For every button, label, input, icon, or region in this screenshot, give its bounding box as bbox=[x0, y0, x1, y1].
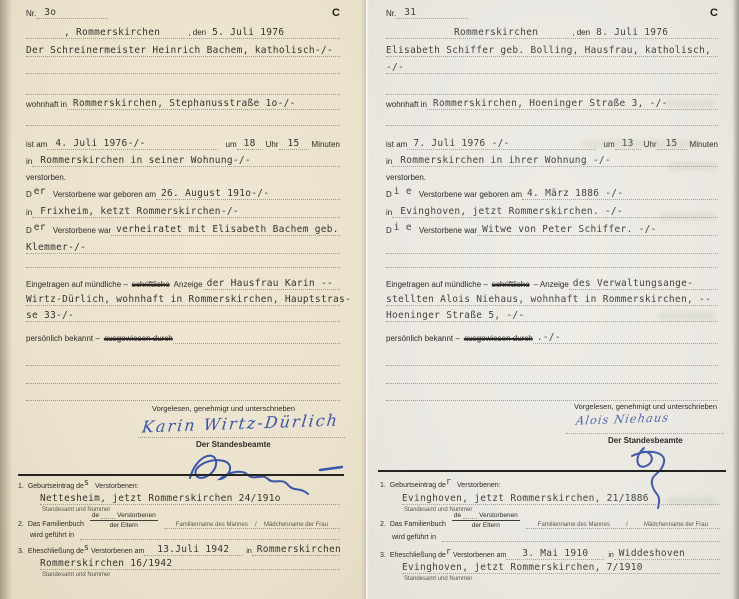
declarant-line-1: Elisabeth Schiffer geb. Bolling, Hausfrau, katholisch, bbox=[386, 45, 712, 56]
familienname-sublabel: Familienname des Mannes bbox=[175, 522, 248, 528]
informant-value-1: der Hausfrau Karin -- bbox=[206, 278, 333, 289]
blank-row bbox=[386, 113, 718, 126]
item-2-number: 2. bbox=[380, 521, 386, 528]
in-label: in bbox=[386, 157, 393, 166]
birth-entry-label-row bbox=[380, 479, 720, 490]
standesbeamte-label: Der Standesbeamte bbox=[608, 436, 683, 445]
residence-value: Rommerskirchen, Stephanusstraße 1o-/- bbox=[72, 98, 296, 109]
informant-row-3 bbox=[26, 309, 340, 322]
geburtseintrag-label: Geburtseintrag de bbox=[389, 482, 446, 489]
geburtseintrag-label: Geburtseintrag de bbox=[27, 483, 84, 490]
marriage-row bbox=[380, 547, 720, 560]
death-place-row bbox=[26, 154, 340, 167]
page-edge-shadow bbox=[732, 0, 739, 599]
death-date-value: 4. Juli 1976-/- bbox=[55, 138, 146, 149]
item-3-number: 3. bbox=[380, 552, 386, 559]
wird-gefuehrt-label: wird geführt in bbox=[392, 534, 436, 541]
signature-line bbox=[566, 421, 724, 434]
death-minute: 15 bbox=[665, 138, 678, 149]
marriage-registry-row bbox=[40, 557, 340, 570]
uhr-label: Uhr bbox=[265, 140, 279, 149]
d-label: D bbox=[26, 226, 32, 235]
date-value: 8. Juli 1976 bbox=[596, 27, 669, 38]
bleed-through-smudge bbox=[658, 213, 716, 221]
blank-row bbox=[26, 82, 340, 95]
item-3-number: 3. bbox=[18, 548, 24, 555]
record-number-row bbox=[386, 6, 718, 19]
death-record-page-left bbox=[0, 0, 366, 599]
verstorbenen-eltern-fraction: de Verstorbenen der Eltern bbox=[453, 512, 518, 529]
den-label: , den bbox=[188, 28, 207, 37]
informant-value-3: Hoeninger Straße 5, -/- bbox=[386, 310, 525, 321]
declarant-row-2 bbox=[26, 61, 340, 74]
eheschliessung-label: Eheschließung de bbox=[389, 552, 446, 559]
informant-row-2 bbox=[26, 293, 352, 306]
informant-value-2: Wirtz-Dürlich, wohnhaft in Rommerskirchen, Hauptstras- bbox=[26, 294, 352, 305]
um-label: um bbox=[603, 140, 615, 149]
d-label: D bbox=[386, 190, 392, 199]
eingetragen-label: Eingetragen auf mündliche – bbox=[26, 280, 128, 289]
marital-status-value-1: Witwe von Peter Schiffer. -/- bbox=[482, 224, 657, 235]
familienbuch-row bbox=[18, 514, 340, 529]
informant-row-2 bbox=[386, 293, 718, 306]
in-label: in bbox=[386, 208, 393, 217]
birth-date-value: 4. März 1886 -/- bbox=[527, 188, 624, 199]
identification-value: .-/- bbox=[536, 332, 561, 343]
bleed-through-smudge bbox=[658, 312, 716, 320]
suffix-typed: r bbox=[445, 477, 452, 487]
verstorbenen-label: Verstorbenen: bbox=[457, 482, 501, 489]
in-label: in bbox=[608, 552, 614, 559]
verstorben-row bbox=[386, 170, 718, 183]
wird-gefuehrt-label: wird geführt in bbox=[30, 532, 74, 539]
geboren-label: Verstorbene war geboren am bbox=[418, 190, 523, 199]
declarant-row-1 bbox=[386, 44, 718, 57]
blank-row bbox=[26, 255, 340, 268]
place-date-row bbox=[386, 26, 718, 39]
death-place-value: Rommerskirchen in ihrer Wohnung -/- bbox=[400, 155, 611, 166]
familienname-sublabel: Familienname des Mannes bbox=[537, 522, 610, 528]
wohnhaft-label: wohnhaft in bbox=[26, 100, 67, 109]
declarant-row-2 bbox=[386, 61, 718, 74]
slash-divider: / bbox=[255, 522, 257, 528]
d-label: D bbox=[386, 226, 392, 235]
gender-suffix: er bbox=[33, 222, 46, 233]
eheschliessung-label: Eheschließung de bbox=[27, 548, 84, 555]
suffix-typed: s bbox=[83, 543, 90, 553]
page-edge-shadow bbox=[0, 0, 12, 599]
gender-suffix: i e bbox=[393, 222, 412, 233]
informant-value-3: se 33-/- bbox=[26, 310, 75, 321]
gender-suffix: i e bbox=[393, 186, 412, 197]
blank-row bbox=[26, 371, 340, 384]
minuten-label: Minuten bbox=[689, 140, 718, 149]
familienbuch-row bbox=[380, 514, 720, 529]
marriage-date-value: 13.Juli 1942 bbox=[157, 544, 230, 555]
verstorben-label: verstorben. bbox=[26, 173, 67, 182]
gender-suffix: er bbox=[33, 186, 46, 197]
declarant-signature: Karin Wirtz-Dürlich bbox=[141, 410, 341, 437]
ist-am-label: ist am bbox=[26, 140, 48, 149]
marital-status-value-1: verheiratet mit Elisabeth Bachem geb. bbox=[116, 224, 339, 235]
birth-entry-value-row bbox=[40, 492, 340, 505]
ausgewiesen-struck-label: ausgewiesen durch bbox=[103, 334, 173, 343]
death-date-value: 7. Juli 1976 -/- bbox=[413, 138, 510, 149]
death-place-value: Rommerskirchen in seiner Wohnung-/- bbox=[40, 155, 251, 166]
blank-row bbox=[386, 388, 718, 401]
blank-row bbox=[26, 353, 340, 366]
marital-status-value-2: Klemmer-/- bbox=[26, 242, 87, 253]
signature-line bbox=[138, 425, 345, 438]
informant-value-2: stellten Alois Niehaus, wohnhaft in Rommerskirchen, -- bbox=[386, 294, 712, 305]
gefuehrt-row bbox=[30, 529, 340, 540]
eingetragen-label: Eingetragen auf mündliche – bbox=[386, 280, 488, 289]
declarant-line-2: -/- bbox=[386, 62, 405, 73]
familienbuch-label: Das Familienbuch bbox=[389, 521, 446, 528]
war-label: Verstorbene war bbox=[52, 226, 112, 235]
item-2-number: 2. bbox=[18, 521, 24, 528]
residence-row bbox=[26, 97, 340, 110]
marital-status-row bbox=[386, 223, 718, 236]
birth-entry-value: Evinghoven, jetzt Rommerskirchen, 21/1886 bbox=[402, 493, 649, 504]
persoenlich-label: persönlich bekannt – bbox=[386, 334, 460, 343]
death-minute: 15 bbox=[287, 138, 300, 149]
marriage-place-value: Widdeshoven bbox=[618, 548, 685, 559]
standesamt-sublabel: Standesamt und Nummer bbox=[42, 507, 111, 513]
declarant-row-1 bbox=[26, 44, 340, 57]
registration-row bbox=[386, 277, 718, 290]
marriage-registry-value: Rommerskirchen 16/1942 bbox=[40, 558, 173, 569]
informant-value-1: des Verwaltungsange- bbox=[572, 278, 694, 289]
declarant-line-1: Der Schreinermeister Heinrich Bachem, katholisch-/- bbox=[26, 45, 333, 56]
blank-row bbox=[386, 82, 718, 95]
place-value: , Rommerskirchen bbox=[64, 27, 161, 38]
birth-entry-value: Nettesheim, jetzt Rommerskirchen 24/191o bbox=[40, 493, 281, 504]
anzeige-label: – Anzeige bbox=[533, 280, 569, 289]
verstorben-row bbox=[26, 170, 340, 183]
birth-place-row bbox=[26, 205, 340, 218]
marriage-registry-value: Evinghoven, jetzt Rommerskirchen, 7/1910 bbox=[402, 562, 643, 573]
record-number-value: 31 bbox=[404, 7, 417, 18]
schriftliche-struck-label: schriftliche bbox=[491, 280, 530, 289]
maedchenname-sublabel: Mädchenname der Frau bbox=[263, 522, 328, 528]
birth-date-row bbox=[386, 187, 718, 200]
marital-status-row bbox=[26, 223, 340, 236]
identification-row bbox=[26, 331, 340, 344]
registration-row bbox=[26, 277, 340, 290]
section-divider-rule bbox=[18, 474, 344, 476]
birth-date-value: 26. August 191o-/- bbox=[161, 188, 270, 199]
corner-mark: C bbox=[332, 7, 340, 19]
blank-row bbox=[26, 113, 340, 126]
standesamt-sublabel: Standesamt und Nummer bbox=[42, 572, 111, 578]
declarant-signature: Alois Niehaus bbox=[575, 410, 671, 428]
standesamt-sublabel: Standesamt und Nummer bbox=[404, 576, 473, 582]
record-number-value: 3o bbox=[44, 7, 57, 18]
blank-row bbox=[386, 353, 718, 366]
section-divider-rule bbox=[378, 470, 726, 472]
marriage-registry-row bbox=[402, 561, 720, 574]
bleed-through-smudge bbox=[581, 140, 701, 148]
birth-entry-label-row bbox=[18, 480, 340, 491]
blank-row bbox=[386, 371, 718, 384]
verstorbenen-am-label: Verstorbenen am bbox=[91, 548, 145, 555]
marital-status-row-2 bbox=[26, 241, 340, 254]
verstorbenen-eltern-fraction: de Verstorbenen der Eltern bbox=[91, 512, 156, 529]
marital-status-row-2 bbox=[386, 241, 718, 254]
wohnhaft-label: wohnhaft in bbox=[386, 100, 427, 109]
minuten-label: Minuten bbox=[311, 140, 340, 149]
vorgelesen-label: Vorgelesen, genehmigt und unterschrieben bbox=[574, 402, 718, 411]
marriage-place-value: Rommerskirchen bbox=[256, 544, 342, 555]
marriage-date-value: 3. Mai 1910 bbox=[522, 548, 589, 559]
record-number-row bbox=[26, 6, 340, 19]
standesbeamte-label: Der Standesbeamte bbox=[196, 440, 271, 449]
residence-value: Rommerskirchen, Hoeninger Straße 3, -/- bbox=[432, 98, 668, 109]
slash-divider: / bbox=[626, 522, 628, 528]
birth-place-value: Frixheim, ketzt Rommerskirchen-/- bbox=[40, 206, 239, 217]
ausgewiesen-struck-label: ausgewiesen durch bbox=[463, 334, 533, 343]
blank-row bbox=[26, 388, 340, 401]
suffix-typed: s bbox=[83, 478, 90, 488]
place-date-row bbox=[26, 26, 340, 39]
bleed-through-smudge bbox=[666, 100, 716, 107]
d-label: D bbox=[26, 190, 32, 199]
death-record-page-right bbox=[366, 0, 739, 599]
corner-mark: C bbox=[710, 7, 718, 19]
item-1-number: 1. bbox=[380, 482, 386, 489]
death-time-row bbox=[26, 137, 340, 150]
suffix-typed: r bbox=[445, 547, 452, 557]
bleed-through-smudge bbox=[666, 497, 718, 505]
ist-am-label: ist am bbox=[386, 140, 408, 149]
geboren-label: Verstorbene war geboren am bbox=[52, 190, 156, 199]
bleed-through-smudge bbox=[666, 162, 718, 170]
in-label: in bbox=[26, 208, 33, 217]
death-hour: 13 bbox=[621, 138, 634, 149]
in-label: in bbox=[26, 157, 33, 166]
verstorbenen-label: Verstorbenen: bbox=[95, 483, 139, 490]
anzeige-label: Anzeige bbox=[173, 280, 203, 289]
birth-date-row bbox=[26, 187, 340, 200]
maedchenname-sublabel: Mädchenname der Frau bbox=[643, 522, 708, 528]
standesamt-sublabel: Standesamt und Nummer bbox=[404, 507, 473, 513]
vorgelesen-label: Vorgelesen, genehmigt und unterschrieben bbox=[152, 404, 296, 413]
verstorben-label: verstorben. bbox=[386, 173, 427, 182]
date-value: 5. Juli 1976 bbox=[212, 27, 285, 38]
death-hour: 18 bbox=[243, 138, 256, 149]
marriage-row bbox=[18, 543, 340, 556]
uhr-label: Uhr bbox=[643, 140, 657, 149]
war-label: Verstorbene war bbox=[418, 226, 478, 235]
den-label: , den bbox=[572, 28, 591, 37]
birth-place-value: Evinghoven, jetzt Rommerskirchen. -/- bbox=[400, 206, 623, 217]
nr-label: Nr. bbox=[26, 9, 37, 18]
verstorbenen-am-label: Verstorbenen am bbox=[453, 552, 507, 559]
in-label: in bbox=[246, 548, 252, 555]
blank-row bbox=[386, 255, 718, 268]
um-label: um bbox=[225, 140, 237, 149]
identification-row bbox=[386, 331, 718, 344]
page-seam-highlight bbox=[366, 0, 369, 599]
persoenlich-label: persönlich bekannt – bbox=[26, 334, 100, 343]
gefuehrt-row bbox=[392, 531, 720, 542]
familienbuch-label: Das Familienbuch bbox=[27, 521, 84, 528]
nr-label: Nr. bbox=[386, 9, 397, 18]
item-1-number: 1. bbox=[18, 483, 24, 490]
place-value: Rommerskirchen bbox=[454, 27, 539, 38]
schriftliche-struck-label: schriftliche bbox=[131, 280, 170, 289]
